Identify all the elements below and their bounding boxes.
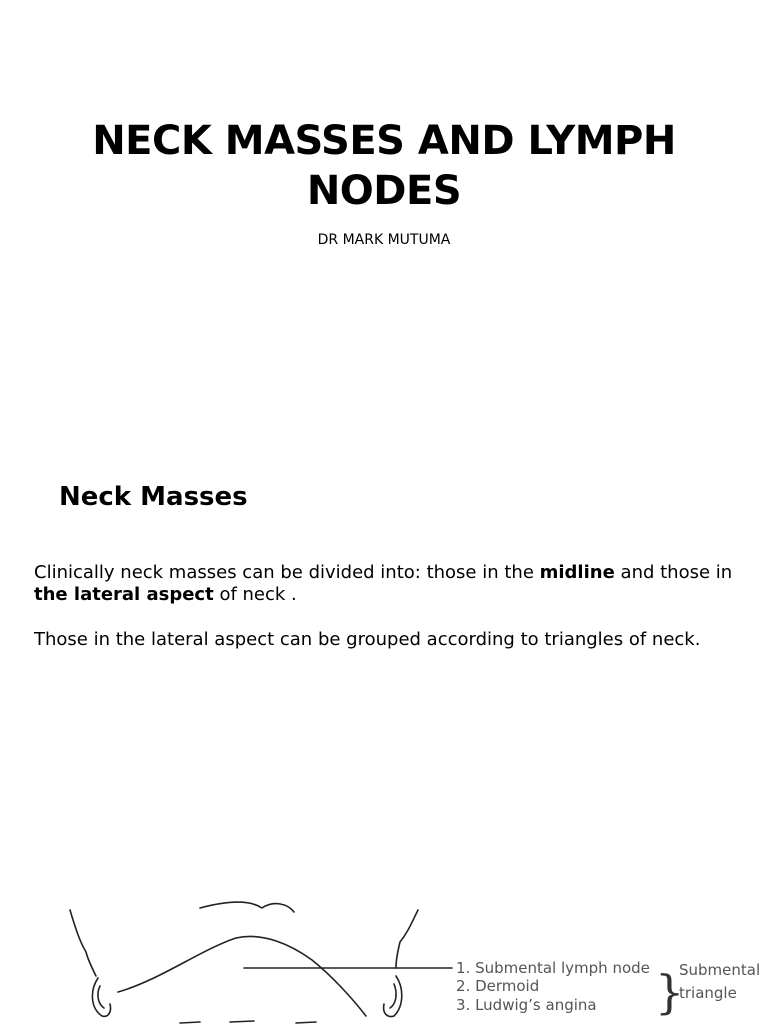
para-text: of neck . xyxy=(213,584,297,605)
figure-item-3: 3. Ludwig’s angina xyxy=(456,996,597,1014)
slide-subtitle: DR MARK MUTUMA xyxy=(317,232,451,248)
section-heading: Neck Masses xyxy=(59,482,248,512)
para-text: Clinically neck masses can be divided into: those in the xyxy=(34,562,540,583)
figure-item-1: 1. Submental lymph node xyxy=(456,959,650,977)
neck-outline-drawing xyxy=(70,902,452,1023)
neck-diagram xyxy=(0,880,768,1024)
intro-paragraph xyxy=(34,562,734,606)
brace-glyph: } xyxy=(655,965,685,1019)
lateral-aspect-emphasis: the lateral aspect xyxy=(34,584,214,605)
para-text: and those in xyxy=(614,562,733,583)
figure-item-2: 2. Dermoid xyxy=(456,977,540,995)
slide-title: NECK MASSES AND LYMPH NODES xyxy=(92,118,676,214)
midline-emphasis: midline xyxy=(539,562,615,583)
triangles-paragraph: Those in the lateral aspect can be grouped according to triangles of neck. xyxy=(34,629,701,650)
group-label-line-1: Submental xyxy=(679,961,761,979)
group-label-line-2: triangle xyxy=(679,984,737,1002)
